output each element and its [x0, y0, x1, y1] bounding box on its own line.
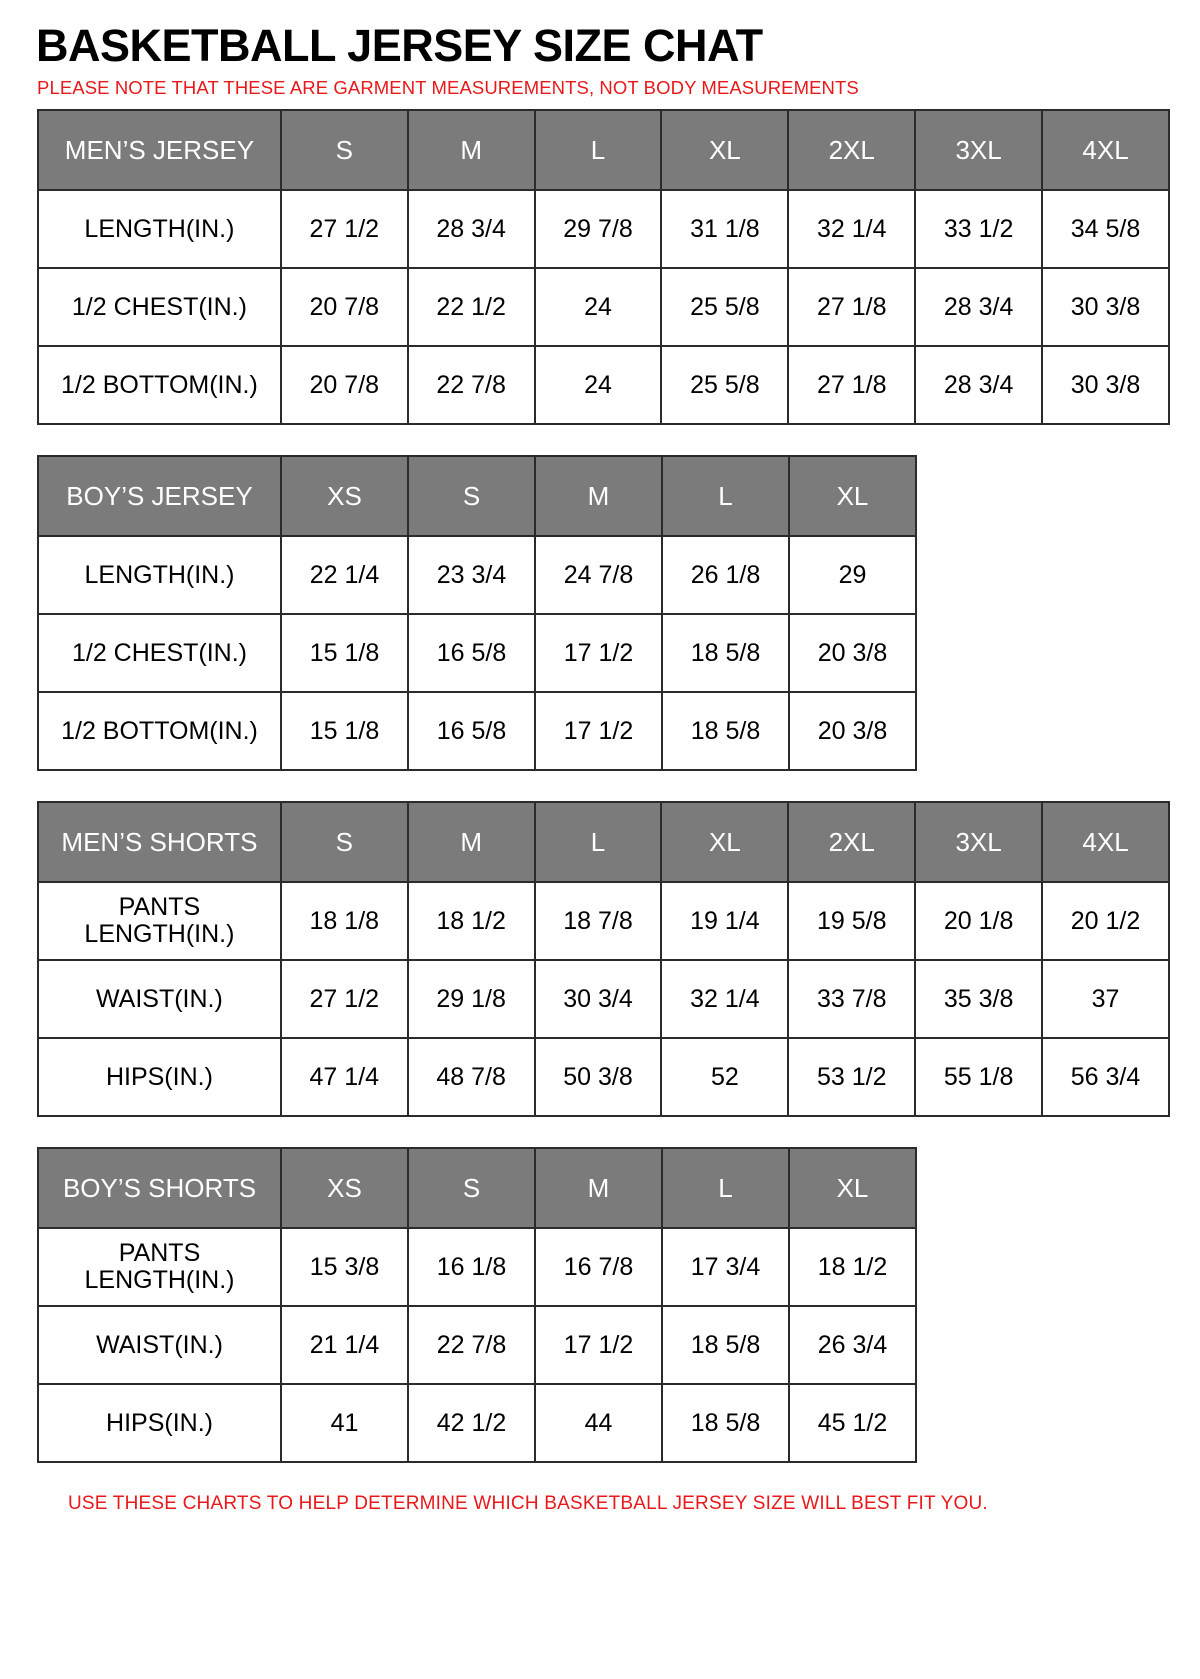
table-cell: 52: [661, 1038, 788, 1116]
table-cell: 16 7/8: [535, 1228, 662, 1306]
table-cell: 37: [1042, 960, 1169, 1038]
table-cell: 20 7/8: [281, 268, 408, 346]
table-cell: 50 3/8: [535, 1038, 662, 1116]
table-cell: 22 1/2: [408, 268, 535, 346]
table-header-cell: XL: [789, 1148, 916, 1228]
table-row: [38, 268, 1169, 346]
table-header-cell: L: [662, 456, 789, 536]
table-cell: 16 5/8: [408, 692, 535, 770]
table-header-cell: 2XL: [788, 110, 915, 190]
table-header-cell: XL: [789, 456, 916, 536]
table-cell: 15 1/8: [281, 692, 408, 770]
table-cell: 17 1/2: [535, 1306, 662, 1384]
table-cell: 19 1/4: [661, 882, 788, 960]
table-header-cell: MEN’S JERSEY: [38, 110, 281, 190]
table-row: [38, 536, 916, 614]
table-row: [38, 1228, 916, 1306]
table-header-cell: M: [408, 802, 535, 882]
table-cell: 53 1/2: [788, 1038, 915, 1116]
table-cell: 45 1/2: [789, 1384, 916, 1462]
table-cell: 29 1/8: [408, 960, 535, 1038]
table-cell: 34 5/8: [1042, 190, 1169, 268]
table-cell: 18 5/8: [662, 614, 789, 692]
table-cell: 17 3/4: [662, 1228, 789, 1306]
table-header-cell: L: [535, 110, 662, 190]
table-header-cell: M: [535, 456, 662, 536]
table-cell: 22 7/8: [408, 346, 535, 424]
table-cell: 20 1/8: [915, 882, 1042, 960]
table-row: [38, 692, 916, 770]
table-cell: 25 5/8: [661, 268, 788, 346]
row-label: [38, 882, 281, 960]
table-row: [38, 960, 1169, 1038]
table-cell: 33 7/8: [788, 960, 915, 1038]
table-header-cell: 3XL: [915, 110, 1042, 190]
table-header-cell: M: [408, 110, 535, 190]
table-cell: 30 3/8: [1042, 268, 1169, 346]
table-cell: 27 1/2: [281, 960, 408, 1038]
table-mens-jersey: [37, 109, 1170, 425]
table-header-row: [38, 110, 1169, 190]
table-cell: 31 1/8: [661, 190, 788, 268]
table-header-row: [38, 456, 916, 536]
row-label: 1/2 BOTTOM(IN.): [38, 692, 281, 770]
table-cell: 28 3/4: [408, 190, 535, 268]
row-label: 1/2 BOTTOM(IN.): [38, 346, 281, 424]
row-label-line2: LENGTH(IN.): [84, 1266, 235, 1295]
table-cell: 15 3/8: [281, 1228, 408, 1306]
table-cell: 16 1/8: [408, 1228, 535, 1306]
table-mens-shorts: [37, 801, 1170, 1117]
table-header-cell: XL: [661, 802, 788, 882]
table-cell: 23 3/4: [408, 536, 535, 614]
table-cell: 41: [281, 1384, 408, 1462]
table-cell: 22 7/8: [408, 1306, 535, 1384]
table-cell: 18 5/8: [662, 1384, 789, 1462]
table-header-cell: XS: [281, 456, 408, 536]
table-header-cell: S: [408, 1148, 535, 1228]
table-row: [38, 882, 1169, 960]
table-cell: 27 1/8: [788, 346, 915, 424]
table-header-cell: XS: [281, 1148, 408, 1228]
row-label: HIPS(IN.): [38, 1384, 281, 1462]
table-cell: 18 7/8: [535, 882, 662, 960]
table-cell: 20 7/8: [281, 346, 408, 424]
row-label: 1/2 CHEST(IN.): [38, 268, 281, 346]
page-title: BASKETBALL JERSEY SIZE CHAT: [36, 20, 763, 71]
table-cell: 28 3/4: [915, 268, 1042, 346]
table-cell: 35 3/8: [915, 960, 1042, 1038]
table-cell: 17 1/2: [535, 692, 662, 770]
table-cell: 18 1/2: [789, 1228, 916, 1306]
table-cell: 18 1/8: [281, 882, 408, 960]
table-cell: 32 1/4: [788, 190, 915, 268]
table-header-cell: 2XL: [788, 802, 915, 882]
table-cell: 17 1/2: [535, 614, 662, 692]
table-header-cell: S: [408, 456, 535, 536]
table-cell: 29: [789, 536, 916, 614]
row-label: [38, 1228, 281, 1306]
table-header-cell: L: [662, 1148, 789, 1228]
table-header-cell: XL: [661, 110, 788, 190]
table-cell: 24: [535, 268, 662, 346]
table-cell: 27 1/2: [281, 190, 408, 268]
table-cell: 24: [535, 346, 662, 424]
table-cell: 25 5/8: [661, 346, 788, 424]
table-boys-jersey: [37, 455, 917, 771]
measurement-disclaimer: PLEASE NOTE THAT THESE ARE GARMENT MEASUREMENTS, NOT BODY MEASUREMENTS: [37, 76, 859, 98]
table-cell: 21 1/4: [281, 1306, 408, 1384]
table-header-cell: S: [281, 802, 408, 882]
row-label-line1: PANTS: [118, 893, 201, 922]
row-label: WAIST(IN.): [38, 960, 281, 1038]
table-cell: 24 7/8: [535, 536, 662, 614]
table-header-cell: S: [281, 110, 408, 190]
table-header-cell: BOY’S JERSEY: [38, 456, 281, 536]
table-cell: 22 1/4: [281, 536, 408, 614]
table-cell: 26 3/4: [789, 1306, 916, 1384]
row-label: LENGTH(IN.): [38, 190, 281, 268]
row-label-line1: PANTS: [118, 1239, 201, 1268]
table-cell: 16 5/8: [408, 614, 535, 692]
table-cell: 18 5/8: [662, 1306, 789, 1384]
footer-note: USE THESE CHARTS TO HELP DETERMINE WHICH BASKETBALL JERSEY SIZE WILL BEST FIT YOU.: [68, 1493, 988, 1515]
table-cell: 44: [535, 1384, 662, 1462]
table-header-cell: 4XL: [1042, 802, 1169, 882]
table-cell: 20 1/2: [1042, 882, 1169, 960]
table-boys-shorts: [37, 1147, 917, 1463]
table-cell: 30 3/8: [1042, 346, 1169, 424]
row-label-line2: LENGTH(IN.): [84, 920, 235, 949]
table-cell: 26 1/8: [662, 536, 789, 614]
table-cell: 33 1/2: [915, 190, 1042, 268]
table-cell: 20 3/8: [789, 692, 916, 770]
table-row: [38, 1306, 916, 1384]
table-cell: 30 3/4: [535, 960, 662, 1038]
row-label: WAIST(IN.): [38, 1306, 281, 1384]
table-header-row: [38, 1148, 916, 1228]
table-header-cell: 3XL: [915, 802, 1042, 882]
row-label: HIPS(IN.): [38, 1038, 281, 1116]
table-cell: 20 3/8: [789, 614, 916, 692]
table-cell: 18 1/2: [408, 882, 535, 960]
table-header-cell: BOY’S SHORTS: [38, 1148, 281, 1228]
table-header-cell: MEN’S SHORTS: [38, 802, 281, 882]
table-cell: 55 1/8: [915, 1038, 1042, 1116]
table-cell: 32 1/4: [661, 960, 788, 1038]
table-cell: 56 3/4: [1042, 1038, 1169, 1116]
table-cell: 18 5/8: [662, 692, 789, 770]
row-label: 1/2 CHEST(IN.): [38, 614, 281, 692]
table-cell: 29 7/8: [535, 190, 662, 268]
table-header-row: [38, 802, 1169, 882]
table-row: [38, 346, 1169, 424]
table-header-cell: M: [535, 1148, 662, 1228]
table-cell: 47 1/4: [281, 1038, 408, 1116]
table-row: [38, 614, 916, 692]
table-row: [38, 1038, 1169, 1116]
table-row: [38, 1384, 916, 1462]
table-row: [38, 190, 1169, 268]
row-label: LENGTH(IN.): [38, 536, 281, 614]
table-header-cell: L: [535, 802, 662, 882]
table-cell: 48 7/8: [408, 1038, 535, 1116]
table-cell: 19 5/8: [788, 882, 915, 960]
table-header-cell: 4XL: [1042, 110, 1169, 190]
table-cell: 28 3/4: [915, 346, 1042, 424]
table-cell: 42 1/2: [408, 1384, 535, 1462]
table-cell: 27 1/8: [788, 268, 915, 346]
table-cell: 15 1/8: [281, 614, 408, 692]
